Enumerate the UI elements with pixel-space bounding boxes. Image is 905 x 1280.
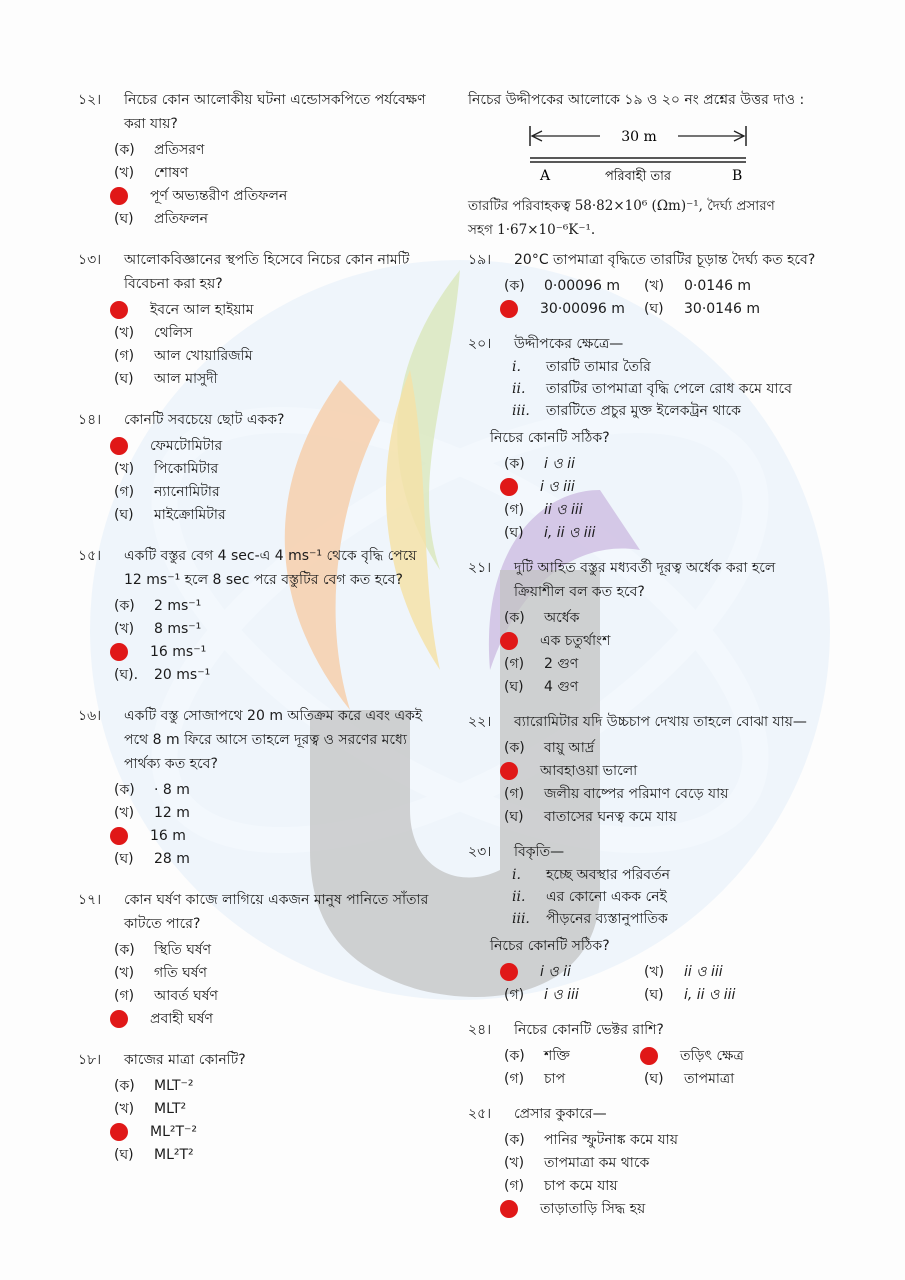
- option-text: 2 গুণ: [544, 655, 579, 672]
- question: [78, 248, 438, 390]
- option-text: i ও iii: [540, 478, 575, 495]
- option-label: (ক): [504, 739, 525, 756]
- answer-option[interactable]: [114, 847, 438, 870]
- option-text: i, ii ও iii: [544, 524, 596, 541]
- question-number: ১৯।: [468, 252, 492, 268]
- selected-answer-dot: [500, 478, 518, 496]
- selected-answer-dot: [500, 1200, 518, 1218]
- answer-option[interactable]: [114, 1097, 438, 1120]
- option-label: (ক): [114, 941, 135, 958]
- answer-option[interactable]: [114, 1007, 438, 1030]
- option-label: (খ): [114, 324, 135, 341]
- option-text: ইবনে আল হাইয়াম: [150, 301, 254, 318]
- statement-text: হচ্ছে অবস্থার পরিবর্তন: [546, 867, 670, 883]
- option-text: 16 ms⁻¹: [150, 643, 207, 660]
- option-text: MLT⁻²: [154, 1077, 194, 1094]
- answer-option[interactable]: [114, 457, 438, 480]
- answer-option[interactable]: [504, 1151, 830, 1174]
- answer-option[interactable]: [114, 663, 438, 686]
- expansion-coefficient-text: সহগ 1·67×10⁻⁶K⁻¹.: [468, 222, 596, 238]
- selected-answer-dot: [500, 762, 518, 780]
- option-text: i ও iii: [544, 986, 579, 1003]
- question-number: ২৪।: [468, 1022, 492, 1038]
- answer-option[interactable]: [114, 480, 438, 503]
- option-list: [504, 736, 830, 828]
- answer-option[interactable]: [504, 521, 830, 544]
- question-number: ২০।: [468, 336, 492, 352]
- option-label: (ঘ): [504, 524, 524, 541]
- option-text: ML²T⁻²: [150, 1123, 198, 1140]
- question-text: নিচের কোনটি ভেক্টর রাশি?: [514, 1022, 664, 1038]
- statement: [512, 400, 830, 422]
- question-number: ১২।: [78, 92, 102, 108]
- option-text: আবর্ত ঘর্ষণ: [154, 987, 218, 1004]
- answer-option[interactable]: [114, 594, 438, 617]
- question: [78, 888, 438, 1030]
- option-label: (খ): [114, 460, 135, 477]
- option-text: 8 ms⁻¹: [154, 620, 202, 637]
- option-label: (ঘ): [504, 808, 524, 825]
- question: [468, 248, 830, 320]
- option-label: (ঘ): [114, 506, 134, 523]
- option-label: (ঘ): [644, 986, 664, 1003]
- answer-option[interactable]: [114, 640, 438, 663]
- option-text: এক চতুর্থাংশ: [540, 632, 611, 649]
- answer-option[interactable]: [114, 1143, 438, 1166]
- answer-option[interactable]: [504, 475, 830, 498]
- option-label: (ঘ).: [114, 666, 139, 683]
- answer-option[interactable]: [114, 184, 438, 207]
- option-label: (গ): [504, 1070, 525, 1087]
- option-text: আবহাওয়া ভালো: [540, 762, 638, 779]
- option-text: 30·00096 m: [540, 300, 625, 317]
- question: [468, 1018, 830, 1090]
- answer-option[interactable]: [114, 961, 438, 984]
- option-label: (ক): [504, 455, 525, 472]
- question: [468, 710, 830, 828]
- answer-option[interactable]: [504, 1174, 830, 1197]
- option-label: (ক): [114, 781, 135, 798]
- selected-answer-dot: [110, 437, 128, 455]
- option-text: তাপমাত্রা কম থাকে: [544, 1154, 650, 1171]
- answer-option[interactable]: [504, 606, 830, 629]
- option-text: আল মাসুদী: [154, 370, 218, 387]
- answer-option[interactable]: [504, 1128, 830, 1151]
- option-text: · 8 m: [154, 781, 190, 798]
- wire-diagram: [488, 116, 788, 184]
- option-label: (ক): [114, 597, 135, 614]
- selected-answer-dot: [110, 1123, 128, 1141]
- answer-option[interactable]: [114, 207, 438, 230]
- answer-option[interactable]: [114, 1074, 438, 1097]
- option-text: আল খোয়ারিজমি: [154, 347, 253, 364]
- option-label: (ঘ): [114, 370, 134, 387]
- option-text: 30·0146 m: [684, 300, 760, 317]
- selected-answer-dot: [640, 1047, 658, 1065]
- answer-option[interactable]: [114, 161, 438, 184]
- answer-option[interactable]: [114, 801, 438, 824]
- option-label: (ক): [504, 609, 525, 626]
- option-text: 16 m: [150, 827, 186, 844]
- option-label: (ঘ): [644, 1070, 664, 1087]
- question-text: কোনটি সবচেয়ে ছোট একক?: [124, 412, 285, 428]
- option-text: 0·0146 m: [684, 277, 752, 294]
- option-text: 28 m: [154, 850, 190, 867]
- answer-option[interactable]: [114, 298, 438, 321]
- statement-list: [512, 356, 830, 422]
- option-label: (ক): [504, 1131, 525, 1148]
- option-text: ফেমটোমিটার: [150, 437, 223, 454]
- option-text: চাপ কমে যায়: [544, 1177, 618, 1194]
- answer-option[interactable]: [644, 274, 784, 297]
- option-label: (খ): [114, 964, 135, 981]
- answer-option[interactable]: [504, 675, 830, 698]
- answer-option[interactable]: [504, 498, 830, 521]
- option-list: [504, 1044, 830, 1090]
- answer-option[interactable]: [644, 297, 784, 320]
- question-number: ২২।: [468, 714, 492, 730]
- option-label: (ক): [504, 1047, 525, 1064]
- option-text: পানির স্ফুটনাঙ্ক কমে যায়: [544, 1131, 678, 1148]
- option-text: তাড়াতাড়ি সিদ্ধ হয়: [540, 1200, 646, 1217]
- option-text: MLT²: [154, 1100, 187, 1117]
- option-label: (খ): [504, 1154, 525, 1171]
- question: [78, 408, 438, 526]
- answer-option[interactable]: [504, 960, 644, 983]
- question-number: ১৩।: [78, 252, 102, 268]
- option-label: (গ): [114, 987, 135, 1004]
- option-text: ii ও iii: [684, 963, 723, 980]
- question-text: একটি বস্তুর বেগ 4 sec-এ 4 ms⁻¹ থেকে বৃদ্ধি পেয়ে 12 ms⁻¹ হলে 8 sec পরে বস্তুটির বেগ কত হবে?: [124, 548, 417, 588]
- answer-option[interactable]: [114, 984, 438, 1007]
- statement-text: এর কোনো একক নেই: [546, 889, 667, 905]
- question-text: 20°C তাপমাত্রা বৃদ্ধিতে তারটির চূড়ান্ত দৈর্ঘ্য কত হবে?: [514, 252, 816, 268]
- answer-option[interactable]: [504, 983, 644, 1006]
- option-list: [504, 1128, 830, 1220]
- option-label: (ক): [114, 1077, 135, 1094]
- question-text: কাজের মাত্রা কোনটি?: [124, 1052, 246, 1068]
- question-text: ব্যারোমিটার যদি উচ্চচাপ দেখায় তাহলে বোঝা যায়—: [514, 714, 807, 730]
- option-text: 4 গুণ: [544, 678, 579, 695]
- option-label: (গ): [114, 347, 135, 364]
- answer-option[interactable]: [114, 617, 438, 640]
- question-number: ১৪।: [78, 412, 102, 428]
- answer-option[interactable]: [114, 938, 438, 961]
- question: [468, 840, 830, 1006]
- question: [78, 1048, 438, 1166]
- answer-option[interactable]: [114, 778, 438, 801]
- statement: [512, 908, 830, 930]
- selected-answer-dot: [110, 1010, 128, 1028]
- statement-list: [512, 864, 830, 930]
- question: [468, 332, 830, 544]
- answer-option[interactable]: [644, 983, 784, 1006]
- statement: [512, 864, 830, 886]
- answer-option[interactable]: [504, 759, 830, 782]
- question: [468, 556, 830, 698]
- question-text: আলোকবিজ্ঞানের স্থপতি হিসেবে নিচের কোন নামটি বিবেচনা করা হয়?: [124, 252, 410, 292]
- statement-number: ii.: [512, 889, 526, 905]
- option-text: থেলিস: [154, 324, 193, 341]
- option-label: (গ): [504, 986, 525, 1003]
- option-text: শক্তি: [544, 1047, 570, 1064]
- option-text: শোষণ: [154, 164, 189, 181]
- question-number: ১৮।: [78, 1052, 102, 1068]
- statement-number: iii.: [512, 403, 530, 419]
- wire-label: পরিবাহী তার: [604, 169, 672, 184]
- option-text: 12 m: [154, 804, 190, 821]
- option-list: [504, 274, 830, 320]
- option-label: (গ): [504, 655, 525, 672]
- option-text: পূর্ণ অভ্যন্তরীণ প্রতিফলন: [150, 187, 288, 204]
- selected-answer-dot: [500, 632, 518, 650]
- question-text: দুটি আহিত বস্তুর মধ্যবর্তী দূরত্ব অর্ধেক করা হলে ক্রিয়াশীল বল কত হবে?: [514, 560, 776, 600]
- answer-option[interactable]: [114, 344, 438, 367]
- statement-number: iii.: [512, 911, 530, 927]
- left-column: [78, 88, 438, 1184]
- answer-option[interactable]: [504, 452, 830, 475]
- question-number: ২৩।: [468, 844, 492, 860]
- length-label: 30 m: [621, 129, 657, 145]
- choose-prompt: নিচের কোনটি সঠিক?: [490, 938, 610, 954]
- option-text: তাপমাত্রা: [684, 1070, 735, 1087]
- answer-option[interactable]: [644, 1067, 784, 1090]
- option-label: (গ): [114, 483, 135, 500]
- option-label: (ঘ): [114, 850, 134, 867]
- option-text: গতি ঘর্ষণ: [154, 964, 207, 981]
- option-label: (গ): [504, 785, 525, 802]
- option-label: (ঘ): [114, 210, 134, 227]
- selected-answer-dot: [500, 300, 518, 318]
- option-list: [114, 938, 438, 1030]
- answer-option[interactable]: [504, 1197, 830, 1220]
- question-number: ২১।: [468, 560, 492, 576]
- option-text: তড়িৎ ক্ষেত্র: [680, 1047, 744, 1064]
- answer-option[interactable]: [504, 652, 830, 675]
- option-label: (গ): [504, 1177, 525, 1194]
- right-questions: [468, 248, 830, 1220]
- option-text: 0·00096 m: [544, 277, 620, 294]
- option-label: (ঘ): [644, 300, 664, 317]
- option-label: (খ): [114, 804, 135, 821]
- question-text: প্রেসার কুকারে—: [514, 1106, 607, 1122]
- question: [78, 544, 438, 686]
- question-number: ১৬।: [78, 708, 102, 724]
- statement-text: তারটির তাপমাত্রা বৃদ্ধি পেলে রোধ কমে যাবে: [546, 381, 792, 397]
- option-list: [504, 606, 830, 698]
- option-text: জলীয় বাষ্পের পরিমাণ বেড়ে যায়: [544, 785, 729, 802]
- option-text: 20 ms⁻¹: [154, 666, 211, 683]
- wire-properties: [468, 194, 830, 242]
- option-text: ML²T²: [154, 1146, 194, 1163]
- answer-option[interactable]: [504, 1044, 644, 1067]
- option-label: (খ): [114, 1100, 135, 1117]
- statement-text: তারটিতে প্রচুর মুক্ত ইলেকট্রন থাকে: [546, 403, 741, 419]
- option-text: ii ও iii: [544, 501, 583, 518]
- answer-option[interactable]: [114, 503, 438, 526]
- answer-option[interactable]: [504, 1067, 644, 1090]
- answer-option[interactable]: [504, 805, 830, 828]
- point-a-label: A: [540, 168, 551, 184]
- option-text: মাইক্রোমিটার: [154, 506, 226, 523]
- question-number: ১৭।: [78, 892, 102, 908]
- answer-option[interactable]: [114, 1120, 438, 1143]
- question-number: ১৫।: [78, 548, 102, 564]
- option-list: [114, 298, 438, 390]
- question: [78, 88, 438, 230]
- point-b-label: B: [732, 168, 743, 184]
- option-text: ন্যানোমিটার: [154, 483, 220, 500]
- option-text: স্থিতি ঘর্ষণ: [154, 941, 212, 958]
- answer-option[interactable]: [644, 960, 784, 983]
- option-label: (খ): [644, 277, 665, 294]
- answer-option[interactable]: [114, 434, 438, 457]
- option-list: [504, 960, 830, 1006]
- option-label: (গ): [504, 501, 525, 518]
- statement-number: i.: [512, 359, 521, 375]
- question: [78, 704, 438, 870]
- statement-text: পীড়নের ব্যস্তানুপাতিক: [546, 911, 668, 927]
- statement-number: i.: [512, 867, 521, 883]
- selected-answer-dot: [500, 963, 518, 981]
- answer-option[interactable]: [114, 138, 438, 161]
- option-label: (ঘ): [504, 678, 524, 695]
- statement: [512, 378, 830, 400]
- answer-option[interactable]: [504, 736, 830, 759]
- option-text: i, ii ও iii: [684, 986, 736, 1003]
- option-list: [114, 778, 438, 870]
- question-text: কোন ঘর্ষণ কাজে লাগিয়ে একজন মানুষ পানিতে সাঁতার কাটতে পারে?: [124, 892, 429, 932]
- question-text: একটি বস্তু সোজাপথে 20 m অতিক্রম করে এবং একই পথে 8 m ফিরে আসে তাহলে দূরত্ব ও সরণের মধ্যে পার্থক্য কত হবে?: [124, 708, 423, 772]
- option-text: 2 ms⁻¹: [154, 597, 202, 614]
- option-list: [114, 138, 438, 230]
- answer-option[interactable]: [504, 629, 830, 652]
- option-text: পিকোমিটার: [154, 460, 219, 477]
- option-text: প্রবাহী ঘর্ষণ: [150, 1010, 213, 1027]
- question-text: উদ্দীপকের ক্ষেত্রে—: [514, 336, 624, 352]
- selected-answer-dot: [110, 643, 128, 661]
- option-label: (খ): [114, 164, 135, 181]
- option-list: [114, 434, 438, 526]
- selected-answer-dot: [110, 827, 128, 845]
- option-label: (খ): [644, 963, 665, 980]
- statement: [512, 356, 830, 378]
- option-text: বাতাসের ঘনত্ব কমে যায়: [544, 808, 677, 825]
- stimulus-text: নিচের উদ্দীপকের আলোকে ১৯ ও ২০ নং প্রশ্নের উত্তর দাও :: [468, 92, 805, 108]
- answer-option[interactable]: [644, 1044, 784, 1067]
- question-number: ২৫।: [468, 1106, 492, 1122]
- option-list: [114, 594, 438, 686]
- answer-option[interactable]: [504, 782, 830, 805]
- option-label: (ক): [504, 277, 525, 294]
- option-text: প্রতিসরণ: [154, 141, 205, 158]
- question-text: বিকৃতি—: [514, 844, 565, 860]
- conductivity-text: তারটির পরিবাহকত্ব 58·82×10⁶ (Ωm)⁻¹, দৈর্ঘ্য প্রসারণ: [468, 198, 775, 214]
- question: [468, 1102, 830, 1220]
- option-text: বায়ু আর্দ্র: [544, 739, 595, 756]
- question-text: নিচের কোন আলোকীয় ঘটনা এন্ডোসকপিতে পর্যবেক্ষণ করা যায়?: [124, 92, 426, 132]
- statement: [512, 886, 830, 908]
- option-list: [504, 452, 830, 544]
- selected-answer-dot: [110, 187, 128, 205]
- statement-text: তারটি তামার তৈরি: [546, 359, 651, 375]
- option-text: অর্ধেক: [544, 609, 580, 626]
- right-column: [468, 88, 830, 1232]
- option-text: i ও ii: [544, 455, 575, 472]
- option-label: (ক): [114, 141, 135, 158]
- option-text: চাপ: [544, 1070, 566, 1087]
- answer-option[interactable]: [114, 367, 438, 390]
- option-label: (ঘ): [114, 1146, 134, 1163]
- option-text: প্রতিফলন: [154, 210, 208, 227]
- option-list: [114, 1074, 438, 1166]
- answer-option[interactable]: [504, 274, 644, 297]
- answer-option[interactable]: [114, 824, 438, 847]
- selected-answer-dot: [110, 301, 128, 319]
- statement-number: ii.: [512, 381, 526, 397]
- answer-option[interactable]: [114, 321, 438, 344]
- option-text: i ও ii: [540, 963, 571, 980]
- choose-prompt: নিচের কোনটি সঠিক?: [490, 430, 610, 446]
- answer-option[interactable]: [504, 297, 644, 320]
- option-label: (খ): [114, 620, 135, 637]
